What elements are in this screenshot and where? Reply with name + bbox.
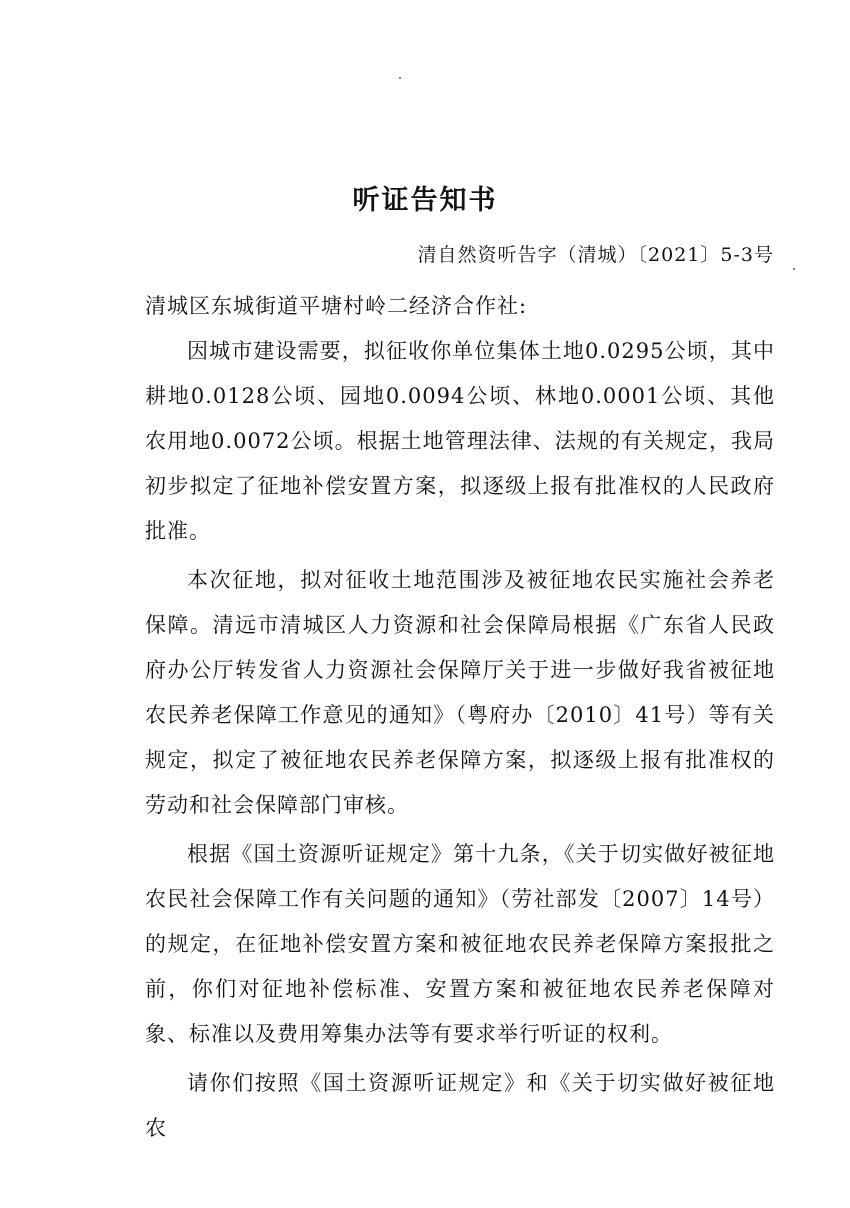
addressee: 清城区东城街道平塘村岭二经济合作社: — [145, 294, 528, 318]
document-title: 听证告知书 — [352, 185, 498, 216]
paragraph-2: 本次征地，拟对征收土地范围涉及被征地农民实施社会养老保障。清远市清城区人力资源和社会保障局根据《广东省人民政府办公厅转发省人力资源社会保障厅关于进一步做好我省被征地农民养老保障工作意见的通知》（粤府办〔2010〕41号）等有关规定，拟定了被征地农民养老保障方案，拟逐级上报有批准权的劳动和社会保障部门审核。 — [145, 568, 775, 817]
paragraph-4: 请你们按照《国土资源听证规定》和《关于切实做好被征地农 — [145, 1071, 775, 1140]
scan-speck — [793, 268, 795, 270]
scan-speck — [399, 77, 401, 79]
document-number: 清自然资听告字（清城）〔2021〕5-3号 — [417, 244, 774, 266]
paragraph-1: 因城市建设需要，拟征收你单位集体土地0.0295公顷，其中耕地0.0128公顷、园地0.0094公顷、林地0.0001公顷、其他农用地0.0072公顷。根据土地管理法律、法规的有关规定，我局初步拟定了征地补偿安置方案，拟逐级上报有批准权的人民政府批准。 — [145, 339, 775, 543]
paragraph-3: 根据《国土资源听证规定》第十九条，《关于切实做好被征地农民社会保障工作有关问题的通知》（劳社部发〔2007〕14号）的规定，在征地补偿安置方案和被征地农民养老保障方案报批之前，你们对征地补偿标准、安置方案和被征地农民养老保障对象、标准以及费用筹集办法等有要求举行听证的权利。 — [145, 842, 775, 1046]
document-body — [145, 284, 775, 1151]
